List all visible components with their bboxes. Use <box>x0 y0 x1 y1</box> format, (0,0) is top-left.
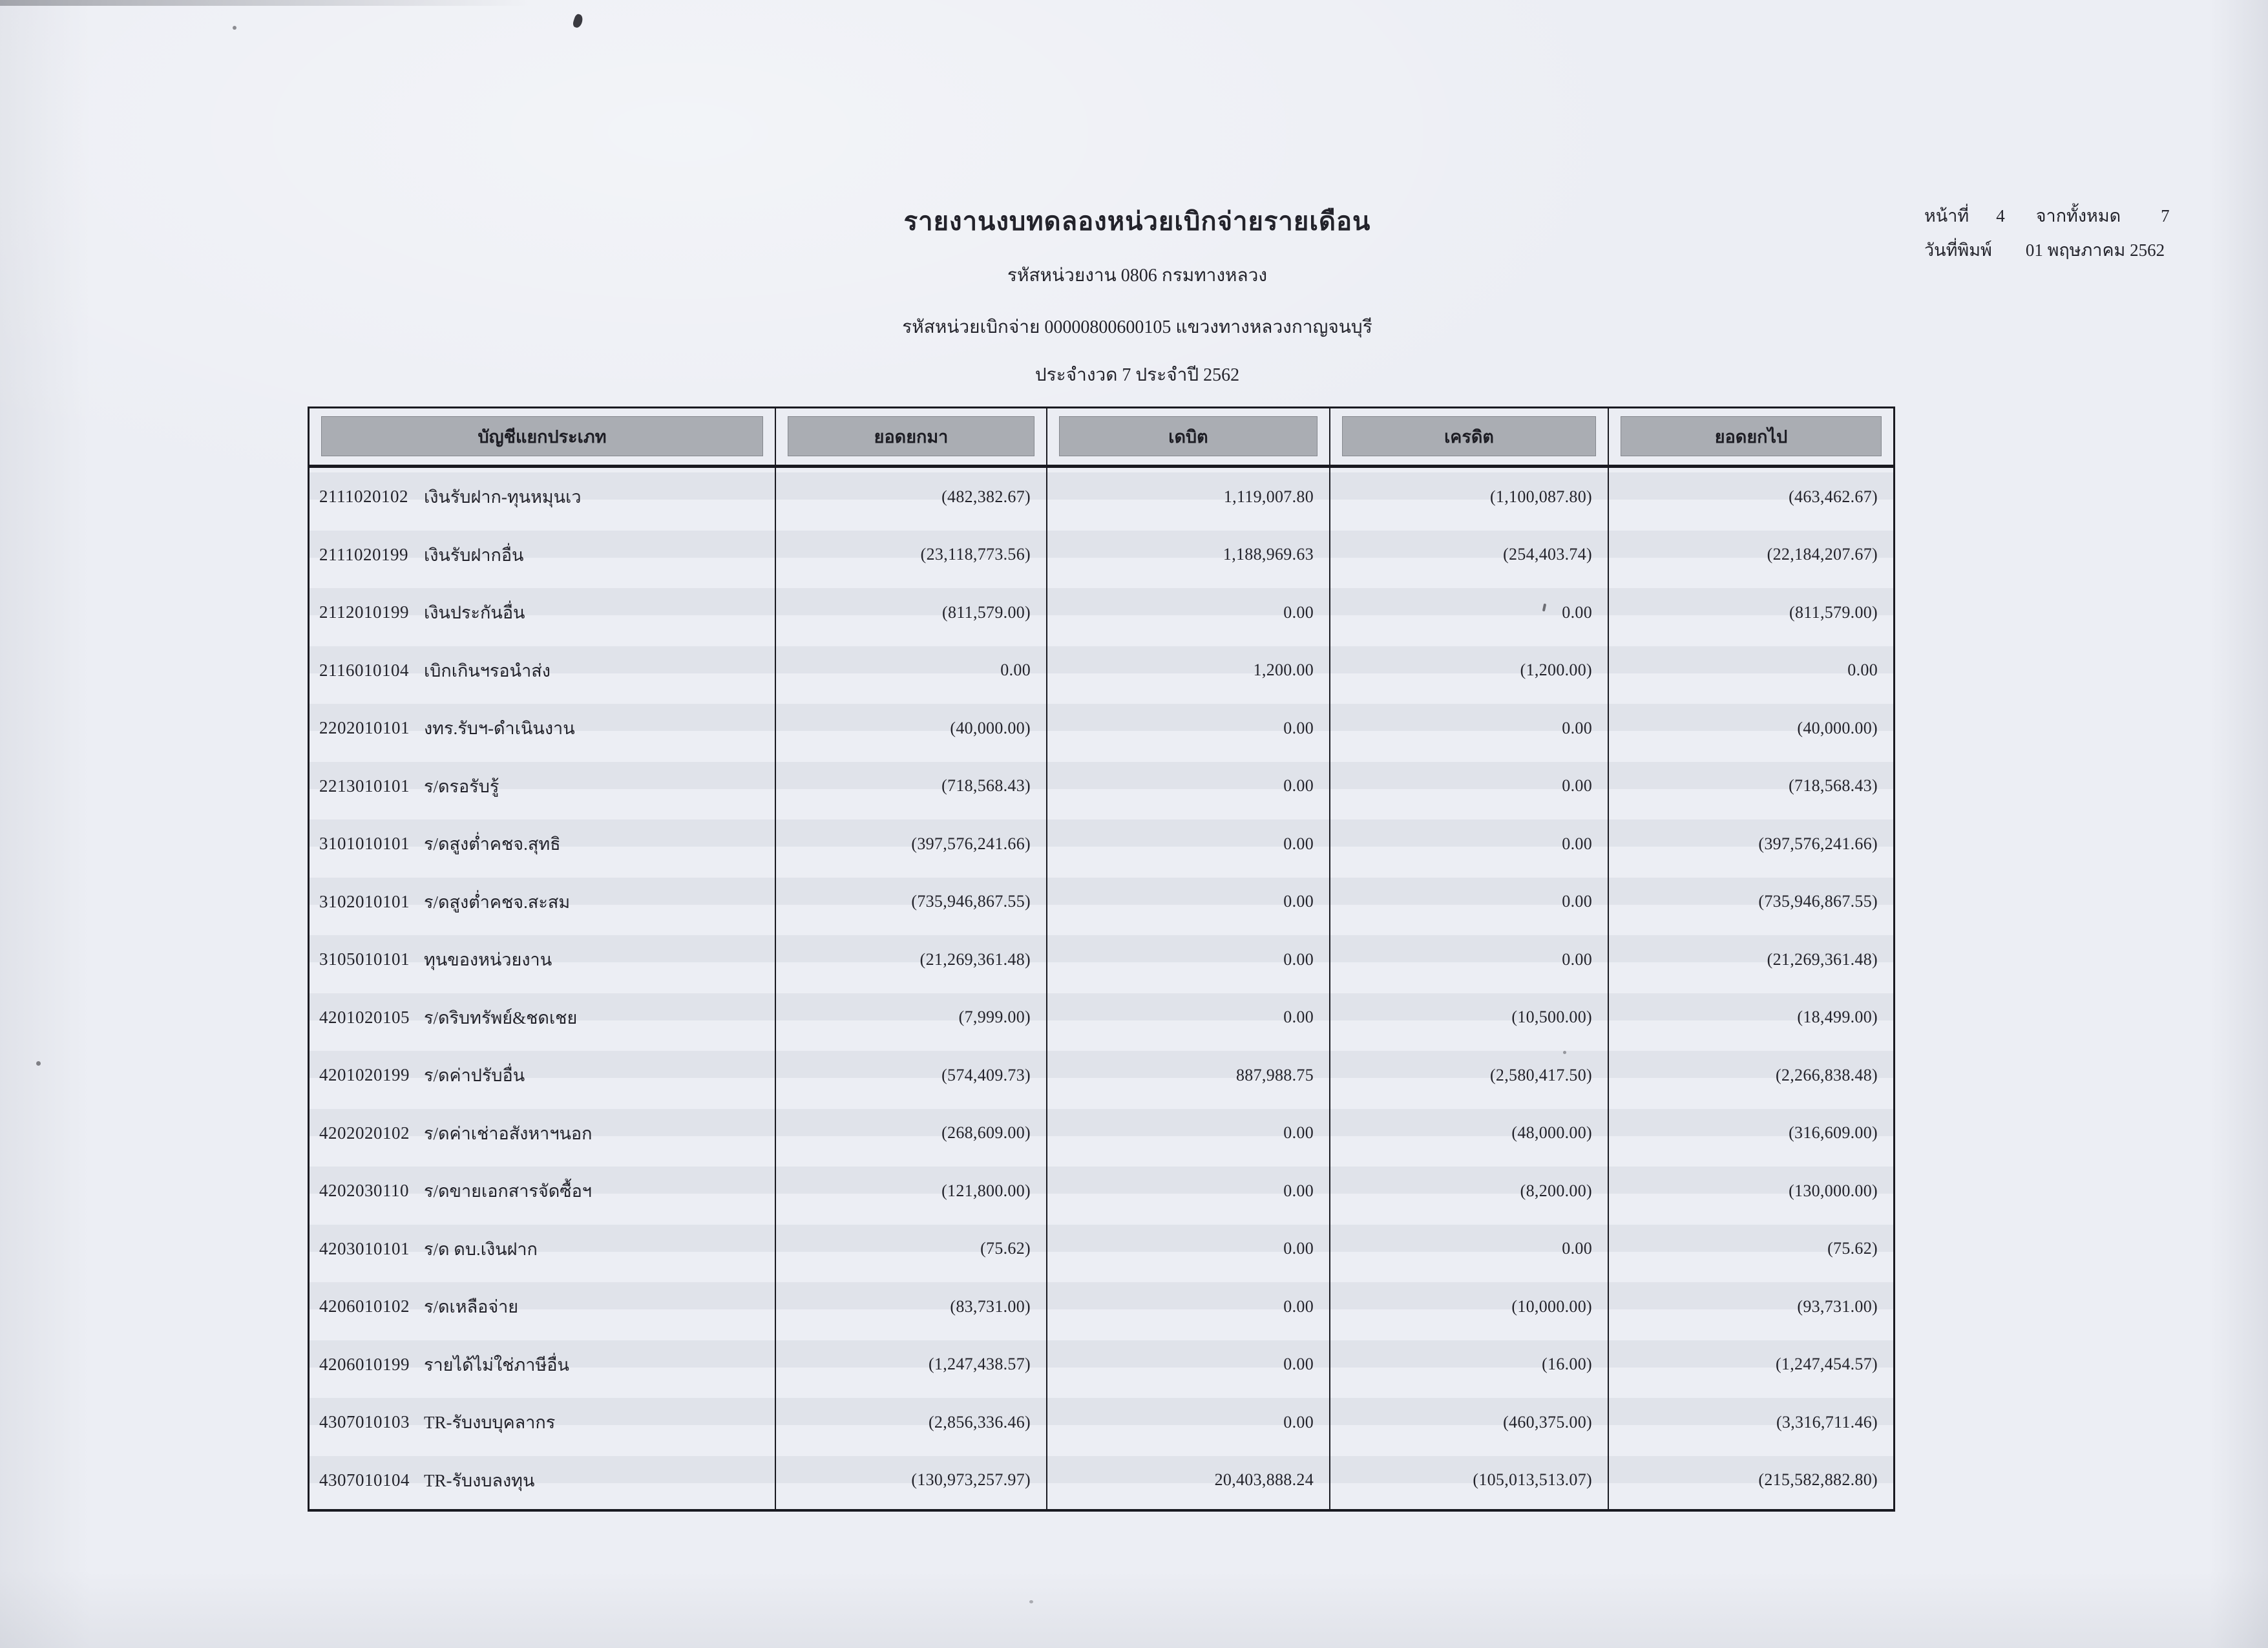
brought-forward-cell: (130,973,257.97) <box>776 1452 1047 1510</box>
brought-forward-cell: (574,409.73) <box>776 1046 1047 1104</box>
account-code: 3101010101 <box>319 834 410 854</box>
table-row <box>310 757 1893 816</box>
account-name: เงินรับฝากอื่น <box>424 545 524 565</box>
debit-cell: 1,200.00 <box>1047 642 1330 700</box>
brought-forward-cell: (2,856,336.46) <box>776 1393 1047 1452</box>
carry-forward-cell: (93,731.00) <box>1797 1296 1878 1316</box>
credit-cell: 0.00 <box>1330 1220 1609 1278</box>
account-code: 4206010199 <box>319 1354 410 1374</box>
debit-cell: 0.00 <box>1047 873 1330 931</box>
report-agency-line: รหัสหน่วยงาน 0806 กรมทางหลวง <box>1007 266 1268 286</box>
debit-cell: 887,988.75 <box>1047 1046 1330 1104</box>
table-body <box>310 468 1893 1509</box>
account-code: 2116010104 <box>319 660 409 680</box>
account-name: ร/ดสูงต่ำคชจ.สุทธิ <box>424 834 561 854</box>
report-period-line: ประจำงวด 7 ประจำปี 2562 <box>1034 365 1240 385</box>
brought-forward-cell: (735,946,867.55) <box>776 873 1047 931</box>
carry-forward-cell: (463,462.67) <box>1789 487 1878 506</box>
header-brought-forward <box>776 408 1047 465</box>
account-name: ทุนของหน่วยงาน <box>424 950 552 970</box>
account-cell <box>310 1452 776 1510</box>
debit-cell: 1,119,007.80 <box>1047 468 1330 526</box>
carry-forward-cell: (215,582,882.80) <box>1758 1470 1878 1490</box>
header-account <box>310 408 776 465</box>
brought-forward-cell: (268,609.00) <box>776 1104 1047 1163</box>
account-code: 2111020102 <box>319 487 408 507</box>
credit-cell: (1,200.00) <box>1330 642 1609 700</box>
debit-cell: 0.00 <box>1047 931 1330 989</box>
debit-cell: 0.00 <box>1047 1336 1330 1394</box>
account-code: 4202020102 <box>319 1123 410 1143</box>
carry-forward-cell: (316,609.00) <box>1789 1123 1878 1143</box>
brought-forward-cell: (121,800.00) <box>776 1162 1047 1220</box>
trial-balance-table <box>308 407 1895 1512</box>
account-code: 4206010102 <box>319 1296 410 1316</box>
page-number: 4 <box>1996 206 2005 226</box>
page-info <box>1924 202 2170 264</box>
brought-forward-cell: (23,118,773.56) <box>776 526 1047 584</box>
table-row <box>310 526 1893 584</box>
account-name: ร/ดขายเอกสารจัดซื้อฯ <box>424 1181 592 1201</box>
table-row <box>310 699 1893 757</box>
account-cell <box>310 815 776 873</box>
account-cell <box>310 931 776 989</box>
header-carry-forward <box>1609 408 1893 465</box>
brought-forward-cell: (7,999.00) <box>776 989 1047 1047</box>
debit-cell: 0.00 <box>1047 757 1330 816</box>
carry-forward-cell: (40,000.00) <box>1797 718 1878 737</box>
credit-cell: 0.00 <box>1330 931 1609 989</box>
scan-artifact <box>1029 1600 1033 1603</box>
credit-cell: (10,500.00) <box>1330 989 1609 1047</box>
header-credit-label: เครดิต <box>1342 416 1596 456</box>
scan-artifact <box>36 1061 41 1066</box>
debit-cell: 0.00 <box>1047 699 1330 757</box>
account-cell <box>310 1046 776 1104</box>
total-pages: 7 <box>2161 206 2170 226</box>
brought-forward-cell: (811,579.00) <box>776 584 1047 642</box>
brought-forward-cell: (21,269,361.48) <box>776 931 1047 989</box>
brought-forward-cell: (482,382.67) <box>776 468 1047 526</box>
debit-cell: 0.00 <box>1047 1393 1330 1452</box>
account-name: ร/ดเหลือจ่าย <box>424 1297 519 1317</box>
brought-forward-cell: (83,731.00) <box>776 1278 1047 1336</box>
carry-forward-cell: (735,946,867.55) <box>1758 892 1878 911</box>
carry-forward-cell: (397,576,241.66) <box>1758 834 1878 853</box>
table-row <box>310 584 1893 642</box>
table-row <box>310 1104 1893 1163</box>
credit-cell: (105,013,513.07) <box>1330 1452 1609 1510</box>
account-cell <box>310 873 776 931</box>
credit-cell: (48,000.00) <box>1330 1104 1609 1163</box>
account-cell <box>310 989 776 1047</box>
account-cell <box>310 642 776 700</box>
carry-forward-cell: (22,184,207.67) <box>1767 545 1878 564</box>
credit-cell: 0.00 <box>1330 584 1609 642</box>
debit-cell: 0.00 <box>1047 1220 1330 1278</box>
account-cell <box>310 526 776 584</box>
credit-cell: (16.00) <box>1330 1336 1609 1394</box>
table-row <box>310 1162 1893 1220</box>
header-debit <box>1047 408 1330 465</box>
account-name: ร/ดสูงต่ำคชจ.สะสม <box>424 892 571 912</box>
brought-forward-cell: (40,000.00) <box>776 699 1047 757</box>
credit-cell: 0.00 <box>1330 757 1609 816</box>
table-row <box>310 1393 1893 1452</box>
account-cell <box>310 1336 776 1394</box>
carry-forward-cell: (3,316,711.46) <box>1776 1412 1878 1431</box>
credit-cell: (8,200.00) <box>1330 1162 1609 1220</box>
credit-cell: 0.00 <box>1330 699 1609 757</box>
total-pages-label: จากทั้งหมด <box>2035 206 2121 226</box>
debit-cell: 0.00 <box>1047 1104 1330 1163</box>
account-name: เงินรับฝาก-ทุนหมุนเว <box>424 487 582 507</box>
table-row <box>310 815 1893 873</box>
report-title: รายงานงบทดลองหน่วยเบิกจ่ายรายเดือน <box>903 207 1371 236</box>
table-row <box>310 468 1893 526</box>
debit-cell: 1,188,969.63 <box>1047 526 1330 584</box>
account-name: ร/ดค่าปรับอื่น <box>424 1066 525 1086</box>
table-row <box>310 873 1893 931</box>
table-row <box>310 1278 1893 1336</box>
account-name: เงินประกันอื่น <box>424 603 525 623</box>
page-label: หน้าที่ <box>1924 206 1969 226</box>
report-unit-line: รหัสหน่วยเบิกจ่าย 00000800600105 แขวงทางหลวงกาญจนบุรี <box>902 317 1372 337</box>
account-name: งทร.รับฯ-ดำเนินงาน <box>424 719 575 739</box>
print-date-label: วันที่พิมพ์ <box>1924 240 1992 260</box>
credit-cell: (254,403.74) <box>1330 526 1609 584</box>
account-cell <box>310 757 776 816</box>
credit-cell: (1,100,087.80) <box>1330 468 1609 526</box>
print-date: 01 พฤษภาคม 2562 <box>2025 240 2165 260</box>
report-header <box>617 200 1657 389</box>
table-row <box>310 1336 1893 1394</box>
header-credit <box>1330 408 1609 465</box>
debit-cell: 20,403,888.24 <box>1047 1452 1330 1510</box>
brought-forward-cell: (718,568.43) <box>776 757 1047 816</box>
header-brought-forward-label: ยอดยกมา <box>788 416 1034 456</box>
debit-cell: 0.00 <box>1047 584 1330 642</box>
carry-forward-cell: 0.00 <box>1847 660 1878 680</box>
brought-forward-cell: (75.62) <box>776 1220 1047 1278</box>
account-name: รายได้ไม่ใช่ภาษีอื่น <box>424 1355 569 1375</box>
debit-cell: 0.00 <box>1047 1162 1330 1220</box>
carry-forward-cell: (718,568.43) <box>1789 776 1878 796</box>
account-code: 2112010199 <box>319 602 409 622</box>
carry-forward-cell: (811,579.00) <box>1789 602 1878 622</box>
account-name: เบิกเกินฯรอนำส่ง <box>424 660 551 681</box>
carry-forward-cell: (75.62) <box>1827 1239 1878 1258</box>
account-name: ร/ดค่าเช่าอสังหาฯนอก <box>424 1123 593 1143</box>
scan-artifact <box>572 14 584 29</box>
account-cell <box>310 699 776 757</box>
account-name: TR-รับงบบุคลากร <box>424 1413 556 1433</box>
brought-forward-cell: 0.00 <box>776 642 1047 700</box>
header-account-label: บัญชีแยกประเภท <box>321 416 763 456</box>
table-header-row <box>310 408 1893 468</box>
table-row <box>310 1046 1893 1104</box>
print-date-row <box>1924 236 2170 264</box>
account-cell <box>310 1104 776 1163</box>
table-row <box>310 989 1893 1047</box>
credit-cell: 0.00 <box>1330 873 1609 931</box>
credit-cell: (10,000.00) <box>1330 1278 1609 1336</box>
debit-cell: 0.00 <box>1047 1278 1330 1336</box>
account-code: 4202030110 <box>319 1181 409 1201</box>
credit-cell: 0.00 <box>1330 815 1609 873</box>
account-cell <box>310 584 776 642</box>
account-code: 3105010101 <box>319 949 410 969</box>
brought-forward-cell: (397,576,241.66) <box>776 815 1047 873</box>
account-cell <box>310 1220 776 1278</box>
account-name: ร/ด ดบ.เงินฝาก <box>424 1239 538 1259</box>
carry-forward-cell: (1,247,454.57) <box>1775 1355 1878 1374</box>
page-number-row <box>1924 202 2170 229</box>
account-name: ร/ดริบทรัพย์&ชดเชย <box>424 1008 578 1028</box>
debit-cell: 0.00 <box>1047 815 1330 873</box>
account-cell <box>310 1393 776 1452</box>
carry-forward-cell: (130,000.00) <box>1789 1181 1878 1200</box>
account-cell <box>310 468 776 526</box>
account-name: TR-รับงบลงทุน <box>424 1470 535 1490</box>
account-code: 4203010101 <box>319 1238 410 1258</box>
brought-forward-cell: (1,247,438.57) <box>776 1336 1047 1394</box>
carry-forward-cell: (21,269,361.48) <box>1767 949 1878 969</box>
header-debit-label: เดบิต <box>1059 416 1318 456</box>
account-code: 4307010104 <box>319 1470 410 1490</box>
account-code: 2111020199 <box>319 544 408 564</box>
header-carry-forward-label: ยอดยกไป <box>1621 416 1882 456</box>
account-cell <box>310 1162 776 1220</box>
account-code: 2202010101 <box>319 718 410 738</box>
scan-artifact <box>233 26 236 30</box>
account-code: 4201020105 <box>319 1007 410 1027</box>
account-name: ร/ดรอรับรู้ <box>424 776 499 796</box>
carry-forward-cell: (18,499.00) <box>1797 1008 1878 1027</box>
debit-cell: 0.00 <box>1047 989 1330 1047</box>
table-row <box>310 1220 1893 1278</box>
account-cell <box>310 1278 776 1336</box>
carry-forward-cell: (2,266,838.48) <box>1775 1065 1878 1084</box>
credit-cell: (460,375.00) <box>1330 1393 1609 1452</box>
account-code: 4201020199 <box>319 1065 410 1085</box>
account-code: 4307010103 <box>319 1412 410 1432</box>
table-row <box>310 1452 1893 1510</box>
table-row <box>310 642 1893 700</box>
account-code: 3102010101 <box>319 891 410 911</box>
table-row <box>310 931 1893 989</box>
account-code: 2213010101 <box>319 776 410 796</box>
scan-artifact <box>1563 1051 1566 1054</box>
credit-cell: (2,580,417.50) <box>1330 1046 1609 1104</box>
